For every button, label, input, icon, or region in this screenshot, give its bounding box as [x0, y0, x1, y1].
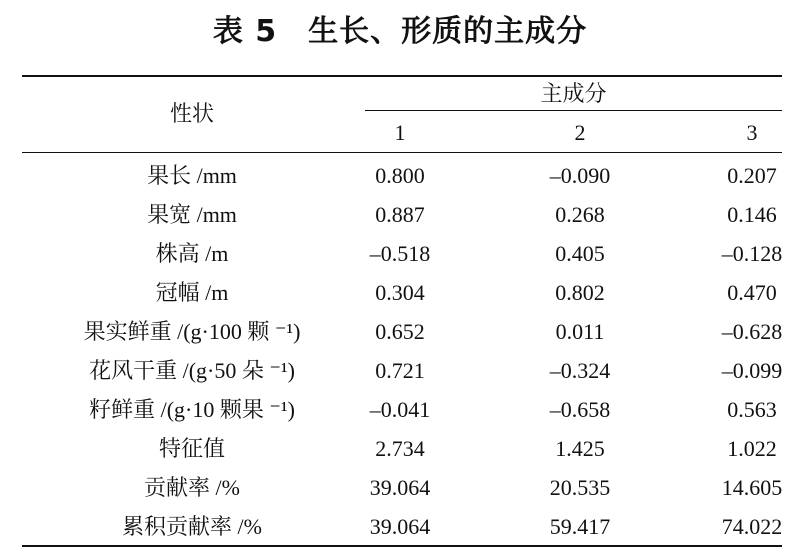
trait-cell: 花风干重 /(g·50 朵 ⁻¹): [89, 358, 295, 383]
value-cell: 0.405: [555, 241, 605, 266]
value-cell: –0.628: [721, 319, 783, 344]
value-cell: 0.304: [375, 280, 425, 305]
value-cell: 39.064: [369, 514, 431, 539]
value-cell: –0.128: [721, 241, 783, 266]
value-cell: –0.658: [549, 397, 611, 422]
value-cell: 0.011: [555, 319, 605, 344]
value-cell: –0.090: [549, 163, 611, 188]
value-cell: 0.563: [727, 397, 777, 422]
table-row: [0, 196, 800, 234]
value-cell: 0.470: [727, 280, 777, 305]
trait-cell: 特征值: [158, 436, 225, 461]
value-cell: 0.268: [555, 202, 605, 227]
header-component-2: 2: [574, 120, 586, 145]
value-cell: 0.887: [375, 202, 425, 227]
table-title: 表 5 生长、形质的主成分: [212, 14, 588, 49]
trait-cell: 果宽 /mm: [147, 202, 237, 227]
table-row: [0, 430, 800, 468]
header-component-1: 1: [394, 120, 406, 145]
top-rule: [22, 75, 782, 77]
trait-cell: 累积贡献率 /%: [122, 514, 262, 539]
trait-cell: 果长 /mm: [147, 163, 237, 188]
trait-cell: 果实鲜重 /(g·100 颗 ⁻¹): [83, 319, 301, 344]
table-row: [0, 157, 800, 195]
value-cell: 0.207: [727, 163, 777, 188]
value-cell: –0.099: [721, 358, 783, 383]
value-cell: 0.721: [375, 358, 425, 383]
value-cell: –0.324: [549, 358, 611, 383]
table-row: [0, 391, 800, 429]
table-row: [0, 235, 800, 273]
trait-cell: 贡献率 /%: [144, 475, 240, 500]
value-cell: –0.518: [369, 241, 431, 266]
value-cell: 1.425: [555, 436, 605, 461]
trait-cell: 冠幅 /m: [155, 280, 229, 305]
header-component-3: 3: [746, 120, 758, 145]
value-cell: 0.800: [375, 163, 425, 188]
trait-cell: 株高 /m: [155, 241, 229, 266]
header-trait: 性状: [169, 101, 214, 126]
value-cell: 74.022: [721, 514, 783, 539]
value-cell: 0.146: [727, 202, 777, 227]
value-cell: –0.041: [369, 397, 431, 422]
value-cell: 59.417: [549, 514, 611, 539]
value-cell: 0.652: [375, 319, 425, 344]
value-cell: 2.734: [375, 436, 425, 461]
value-cell: 0.802: [555, 280, 605, 305]
table-row: [0, 274, 800, 312]
value-cell: 20.535: [549, 475, 611, 500]
component-group-rule: [365, 110, 782, 111]
header-component-group: 主成分: [540, 81, 607, 106]
table-row: [0, 352, 800, 390]
table-row: [0, 508, 800, 546]
trait-cell: 籽鲜重 /(g·10 颗果 ⁻¹): [89, 397, 295, 422]
value-cell: 14.605: [721, 475, 783, 500]
value-cell: 1.022: [727, 436, 777, 461]
table-row: [0, 469, 800, 507]
table-row: [0, 313, 800, 351]
value-cell: 39.064: [369, 475, 431, 500]
header-rule: [22, 152, 782, 153]
